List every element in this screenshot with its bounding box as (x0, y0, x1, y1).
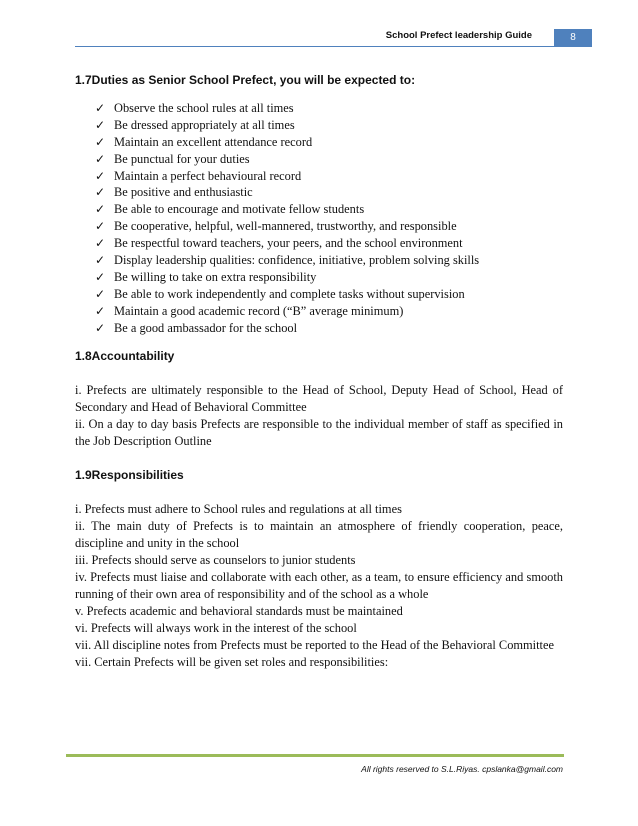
duty-item (75, 134, 563, 151)
duty-item (75, 320, 563, 337)
duty-item-text: Be cooperative, helpful, well-mannered, trustworthy, and responsible (114, 219, 457, 234)
check-icon: ✓ (95, 236, 106, 251)
duty-item (75, 100, 563, 117)
check-icon: ✓ (95, 269, 106, 284)
check-icon: ✓ (95, 185, 106, 200)
responsibility-paragraph: iv. Prefects must liaise and collaborate with each other, as a team, to ensure efficiency and smooth running of their own area of responsibility and of the school as a whole (75, 570, 563, 602)
duty-item-text: Be a good ambassador for the school (114, 320, 298, 335)
section-title-accountability: 1.8Accountability (75, 349, 175, 364)
duty-item (75, 286, 563, 303)
responsibility-paragraph: ii. The main duty of Prefects is to maintain an atmosphere of friendly cooperation, peace, discipline and unity in the school (75, 519, 563, 551)
duty-item-text: Observe the school rules at all times (114, 101, 294, 115)
duty-item (75, 151, 563, 168)
accountability-paragraph: ii. On a day to day basis Prefects are responsible to the individual member of staff as specified in the Job Description Outline (75, 417, 563, 449)
duty-item (75, 117, 563, 134)
responsibility-paragraph: i. Prefects must adhere to School rules and regulations at all times (75, 502, 402, 517)
check-icon: ✓ (95, 286, 106, 301)
footer-divider (66, 754, 564, 757)
check-icon: ✓ (95, 303, 106, 318)
duty-item-text: Maintain a perfect behavioural record (114, 168, 302, 183)
duty-item (75, 168, 563, 185)
check-icon: ✓ (95, 202, 106, 217)
page-header (0, 29, 638, 47)
section-title-duties: 1.7Duties as Senior School Prefect, you will be expected to: (75, 73, 416, 87)
responsibility-paragraph: vii. Certain Prefects will be given set roles and responsibilities: (75, 655, 389, 670)
duty-item (75, 218, 563, 235)
responsibility-paragraph: vii. All discipline notes from Prefects must be reported to the Head of the Behavioral Committee (75, 638, 554, 653)
header-title: School Prefect leadership Guide (385, 30, 532, 41)
header-divider (75, 46, 592, 47)
check-icon: ✓ (95, 151, 106, 166)
duty-item (75, 201, 563, 218)
duty-item (75, 269, 563, 286)
check-icon: ✓ (95, 101, 106, 115)
duty-item-text: Be dressed appropriately at all times (114, 117, 295, 132)
duty-item-text: Be able to work independently and complete tasks without supervision (114, 286, 465, 301)
duty-item-text: Display leadership qualities: confidence, initiative, problem solving skills (114, 253, 480, 268)
duty-item-text: Maintain a good academic record (“B” average minimum) (114, 303, 404, 318)
duty-item-text: Maintain an excellent attendance record (114, 134, 313, 149)
duty-item (75, 252, 563, 269)
page-content (75, 72, 563, 671)
accountability-paragraph: i. Prefects are ultimately responsible to the Head of School, Deputy Head of School, Head of Secondary and Head of Behavioral Committee (75, 383, 563, 415)
duty-item-text: Be willing to take on extra responsibility (114, 269, 317, 284)
check-icon: ✓ (95, 117, 106, 132)
duty-item (75, 303, 563, 320)
duties-checklist (75, 100, 563, 336)
duty-item-text: Be punctual for your duties (114, 151, 250, 166)
duty-item (75, 235, 563, 252)
duty-item (75, 184, 563, 201)
responsibility-paragraph: vi. Prefects will always work in the interest of the school (75, 621, 357, 636)
check-icon: ✓ (95, 134, 106, 149)
duty-item-text: Be respectful toward teachers, your peers, and the school environment (114, 236, 463, 251)
duty-item-text: Be positive and enthusiastic (114, 185, 253, 200)
check-icon: ✓ (95, 320, 106, 335)
footer-copyright: All rights reserved to S.L.Riyas. cpslanka@gmail.com (361, 764, 563, 774)
check-icon: ✓ (95, 253, 106, 268)
responsibility-paragraph: iii. Prefects should serve as counselors to junior students (75, 553, 356, 568)
duty-item-text: Be able to encourage and motivate fellow students (114, 202, 365, 217)
responsibility-paragraph: v. Prefects academic and behavioral standards must be maintained (75, 604, 403, 619)
section-title-responsibilities: 1.9Responsibilities (75, 468, 184, 483)
check-icon: ✓ (95, 168, 106, 183)
page-number-badge: 8 (554, 29, 592, 46)
check-icon: ✓ (95, 219, 106, 234)
